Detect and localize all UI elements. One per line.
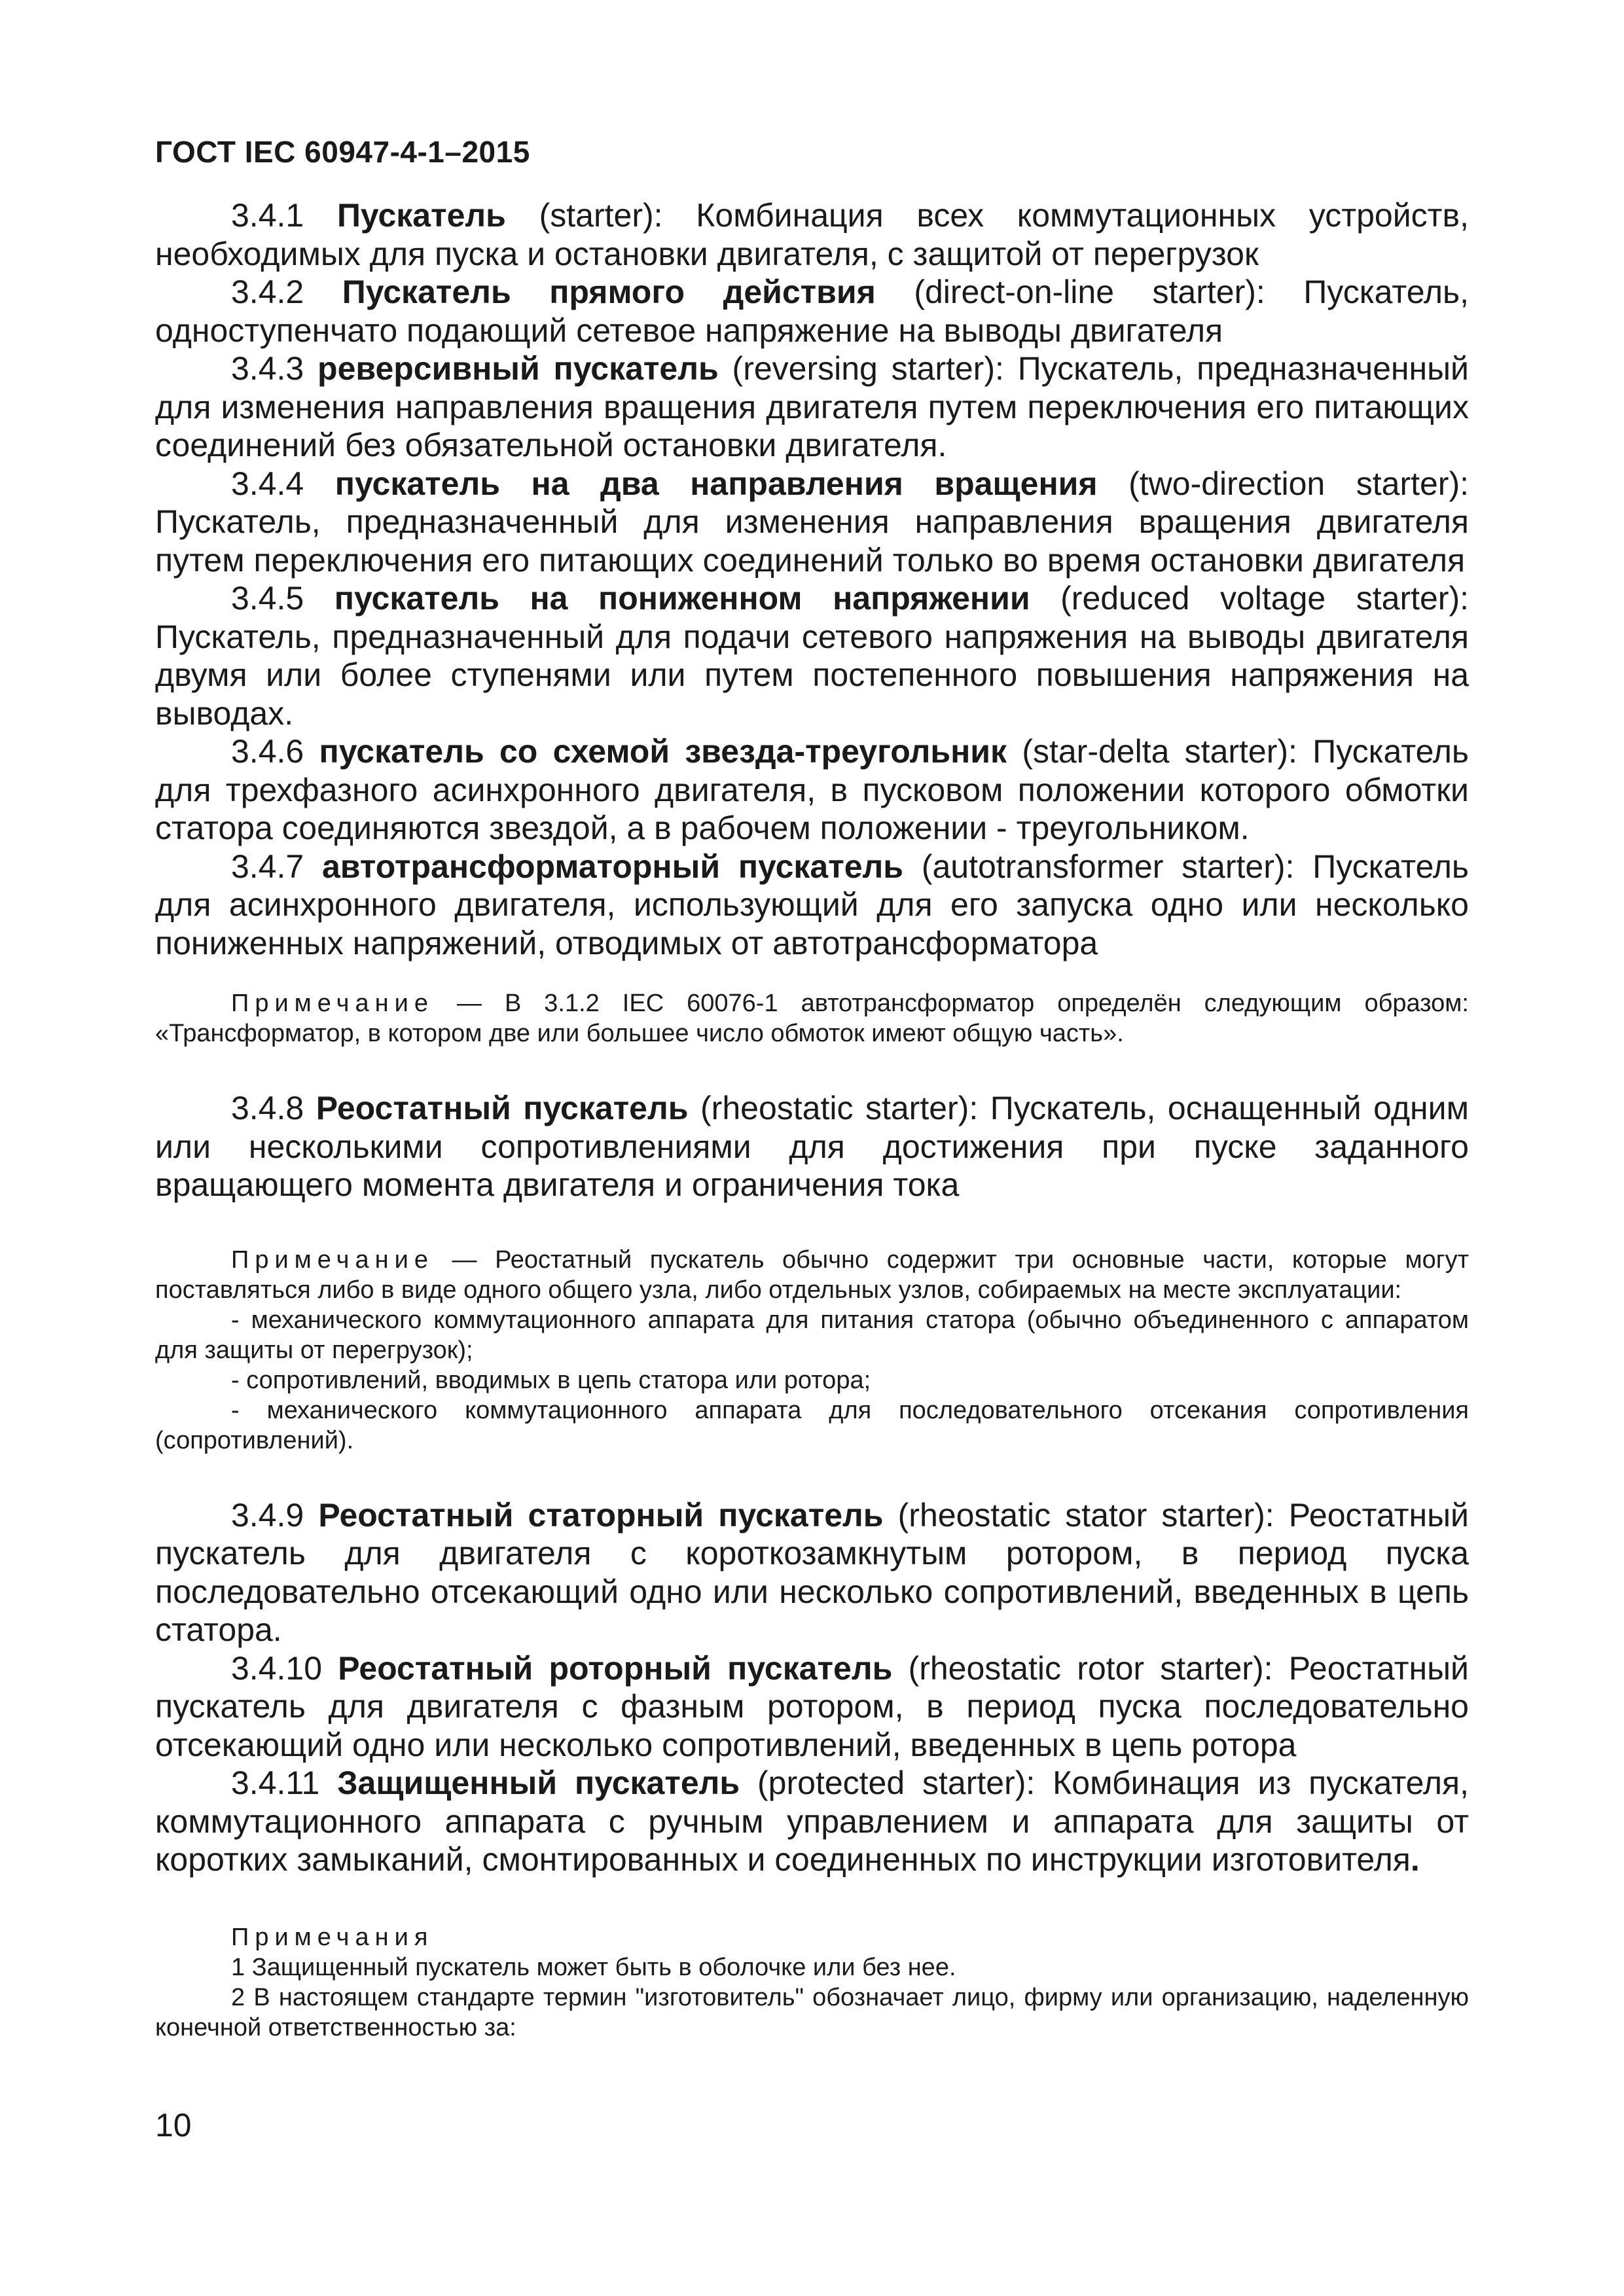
term-3-4-11 [155, 1764, 1469, 1879]
term-3-4-10 [155, 1649, 1469, 1765]
term-3-4-4 [155, 465, 1469, 580]
term-name: пускатель на пониженном напряжении [334, 580, 1030, 617]
page-number: 10 [155, 2107, 192, 2144]
term-number: 3.4.10 [231, 1649, 323, 1687]
term-english: (star-delta starter): [1022, 733, 1297, 770]
term-3-4-8 [155, 1089, 1469, 1204]
note-label: Примечание [231, 1246, 434, 1274]
term-english: (rheostatic rotor starter): [908, 1649, 1273, 1687]
term-3-4-9 [155, 1496, 1469, 1649]
term-3-4-2 [155, 273, 1469, 350]
term-definition: Реостатный пускатель для двигателя с короткозамкнутым ротором, в период пуска последовательно отсекающий одно или несколько сопротивлений, введенных в цепь статора. [155, 1496, 1469, 1648]
term-english: (rheostatic stator starter): [897, 1496, 1274, 1534]
standard-designation: ГОСТ IEC 60947-4-1–2015 [155, 135, 530, 169]
term-number: 3.4.9 [231, 1496, 304, 1534]
term-number: 3.4.4 [231, 465, 304, 502]
term-name: пускатель на два направления вращения [334, 465, 1098, 502]
term-english: (autotransformer starter): [921, 848, 1295, 885]
term-definition: Пускатель, одноступенчато подающий сетевое напряжение на выводы двигателя [155, 274, 1469, 349]
term-number: 3.4.11 [231, 1765, 320, 1801]
term-3-4-7 [155, 848, 1469, 963]
note-list-item: - механического коммутационного аппарата для питания статора (обычно объединенного с аппаратом для защиты от перегрузок); [155, 1306, 1469, 1364]
term-number: 3.4.5 [231, 580, 304, 617]
term-english: (rheostatic starter): [700, 1090, 979, 1126]
term-name: пускатель со схемой звезда-треугольник [319, 733, 1007, 770]
term-3-4-5 [155, 579, 1469, 732]
term-name: Пускатель [336, 197, 506, 234]
term-definition: Пускатель для трехфазного асинхронного двигателя, в пусковом положении которого обмотки статора соединяются звездой, а в рабочем положении - треугольником. [155, 733, 1469, 846]
term-number: 3.4.8 [231, 1090, 304, 1126]
notes-protected-starter [155, 1922, 1469, 2043]
term-definition: Комбинация всех коммутационных устройств, необходимых для пуска и остановки двигателя, с защитой от перегрузок [155, 197, 1469, 272]
term-definition: Пускатель, предназначенный для изменения направления вращения двигателя путем переключения его питающих соединений только во время остановки двигателя [155, 503, 1469, 579]
note-list-item: - сопротивлений, вводимых в цепь статора или ротора; [231, 1366, 871, 1394]
term-definition: Пускатель, оснащенный одним или несколькими сопротивлениями для достижения при пуске заданного вращающего момента двигателя и ограничения тока [155, 1090, 1469, 1203]
term-english: (two-direction starter): [1128, 465, 1469, 502]
term-name: Реостатный роторный пускатель [338, 1649, 893, 1687]
term-english: (protected starter): [757, 1765, 1036, 1801]
term-number: 3.4.7 [231, 848, 304, 885]
note-list-item: - механического коммутационного аппарата для последовательного отсекания сопротивления (сопротивлений). [155, 1396, 1469, 1454]
note-intro [155, 1245, 1469, 1305]
term-3-4-6 [155, 732, 1469, 848]
term-english: (reversing starter): [732, 350, 1004, 387]
term-3-4-1 [155, 196, 1469, 273]
term-english: (direct-on-line starter): [914, 274, 1265, 310]
term-name: Реостатный пускатель [316, 1090, 689, 1126]
term-english: (reduced voltage starter): [1060, 580, 1469, 617]
term-definition: Пускатель для асинхронного двигателя, использующий для его запуска одно или несколько пониженных напряжений, отводимых от автотрансформатора [155, 848, 1469, 961]
term-definition: Комбинация из пускателя, коммутационного аппарата с ручным управлением и аппарата для защиты от коротких замыканий, смонтированных и соединенных по инструкции изготовителя [155, 1765, 1469, 1878]
note-numbered-item: 1 Защищенный пускатель может быть в оболочке или без нее. [231, 1953, 956, 1981]
term-name: Реостатный статорный пускатель [318, 1496, 884, 1534]
term-number: 3.4.1 [231, 197, 304, 234]
note-label: Примечания [231, 1923, 434, 1951]
term-name: Пускатель прямого действия [342, 274, 876, 310]
note-rheostatic-starter [155, 1245, 1469, 1456]
note-autotransformer [155, 988, 1469, 1049]
note-label: Примечание [231, 990, 434, 1017]
term-number: 3.4.3 [231, 350, 304, 387]
term-name: Защищенный пускатель [337, 1765, 740, 1801]
term-3-4-3 [155, 350, 1469, 465]
term-number: 3.4.6 [231, 733, 304, 770]
term-name: реверсивный пускатель [317, 350, 719, 387]
term-definition: Реостатный пускатель для двигателя с фазным ротором, в период пуска последовательно отсекающий одно или несколько сопротивлений, введенных в цепь ротора [155, 1649, 1469, 1763]
note-text: — Реостатный пускатель обычно содержит три основные части, которые могут поставляться либо в виде одного общего узла, либо отдельных узлов, собираемых на месте эксплуатации: [155, 1246, 1469, 1304]
note-numbered-item: 2 В настоящем стандарте термин "изготовитель" обозначает лицо, фирму или организацию, наделенную конечной ответственностью за: [155, 1983, 1469, 2041]
note-text: — В 3.1.2 IEC 60076-1 автотрансформатор определён следующим образом: «Трансформатор, в котором две или большее число обмоток имеют общую часть». [155, 990, 1469, 1047]
term-definition: Пускатель, предназначенный для изменения направления вращения двигателя путем переключения его питающих соединений без обязательной остановки двигателя. [155, 350, 1469, 463]
notes-heading [155, 1922, 1469, 1952]
term-number: 3.4.2 [231, 274, 304, 310]
term-name: автотрансформаторный пускатель [322, 848, 904, 885]
term-english: (starter): [539, 197, 663, 234]
term-definition: Пускатель, предназначенный для подачи сетевого напряжения на выводы двигателя двумя или более ступенями или путем постепенного повышения напряжения на выводах. [155, 618, 1469, 732]
term-definition-end: . [1410, 1841, 1420, 1878]
page-content [155, 196, 1469, 2043]
